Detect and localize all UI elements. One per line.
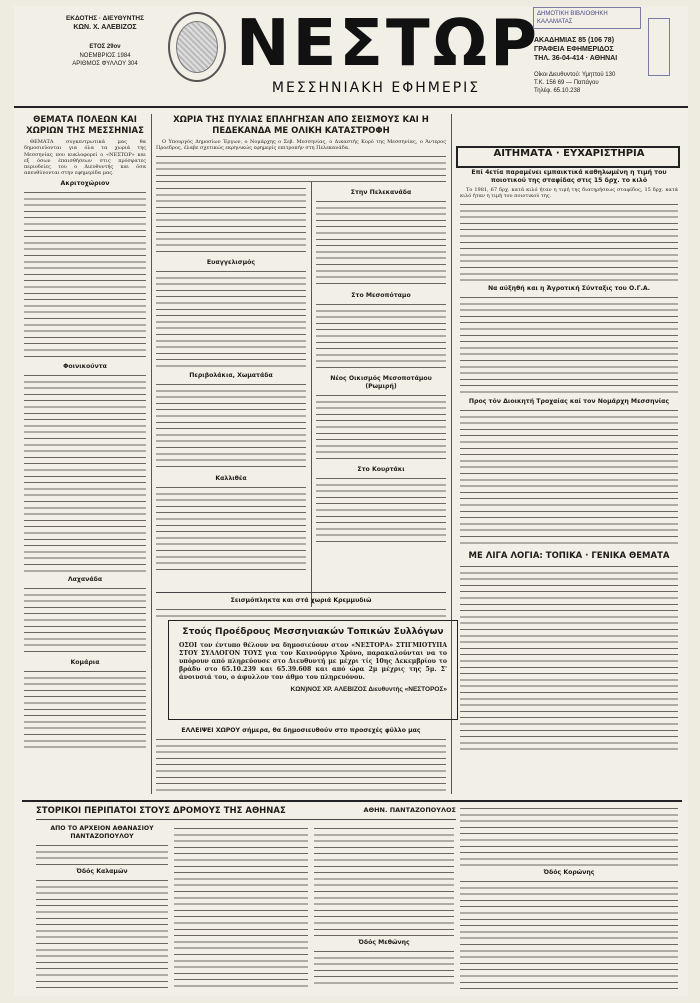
library-stamp: ΔΗΜΟΤΙΚΗ ΒΙΒΛΙΟΘΗΚΗ ΚΑΛΑΜΑΤΑΣ — [533, 7, 641, 29]
section-rule — [22, 800, 682, 802]
director-address-2: Τ.Κ. 156 69 — Παπάγου — [534, 80, 599, 86]
text-block — [316, 199, 446, 289]
office-address: ΑΚΑΔΗΜΙΑΣ 85 (106 78) — [534, 37, 615, 44]
section-heading: Όδός Καλαμών — [76, 868, 128, 875]
section-heading: Ακριτοχώριον — [60, 179, 110, 187]
office-block — [534, 36, 652, 95]
section-heading: ΕΛΛΕΙΨΕΙ ΧΩΡΟΥ σήμερα, θα δημοσιευθούν στο προσεχές φύλλο μας — [181, 727, 421, 734]
column-divider — [151, 114, 152, 794]
bottom-column-4 — [460, 806, 678, 992]
article-body: ΘΕΜΑΤΑ συγκεντρωτικά μας θα δημοσιεύονται για όλα τα χωριά της Μεσσηνίας που κυκλοφορεί ο «ΝΕΣΤΩΡ» και εξ όσων έπαισθήσεων στις πρόσφατες περιοδείες του ο Διευθυντής και όσα απευθύνονται στην εφημερίδα μας. — [24, 139, 146, 177]
section-heading: Κομάρια — [70, 658, 100, 666]
masthead-seal-icon — [168, 12, 226, 82]
section-heading: Νέος Οικισμός Μεσοποτάμου (Ρωμιρή) — [330, 375, 432, 390]
text-block — [36, 878, 168, 988]
newspaper-page — [14, 6, 688, 996]
section-heading: ΑΠΟ ΤΟ ΑΡΧΕΙΟΝ ΑΘΑΝΑΣΙΟΥ ΠΑΝΤΑΖΟΠΟΥΛΟΥ — [50, 825, 154, 840]
section-heading: Φοινικούντα — [63, 362, 107, 370]
article-header-middle — [156, 112, 446, 182]
section-heading: Σεισμόπληκτα και στά χωριά Κρεμμυδιώ — [230, 597, 372, 604]
bottom-article-author: ΑΘΗΝ. ΠΑΝΤΑΖΟΠΟΥΛΟΣ — [363, 806, 456, 814]
article-title: ΘΕΜΑΤΑ ΠΟΛΕΩΝ ΚΑΙ ΧΩΡΙΩΝ ΤΗΣ ΜΕΣΣΗΝΙΑΣ — [26, 115, 144, 136]
text-block — [24, 586, 146, 656]
bottom-article-header — [36, 806, 456, 816]
bottom-column-3 — [314, 826, 454, 992]
section-heading: Στο Κουρτάκι — [357, 466, 405, 473]
bottom-article-title: ΣΤΟΡΙΚΟΙ ΠΕΡΙΠΑΤΟΙ ΣΤΟΥΣ ΔΡΟΜΟΥΣ ΤΗΣ ΑΘΗΝΑΣ — [36, 806, 286, 816]
text-block — [460, 202, 678, 282]
newspaper-subtitle: ΜΕΣΣΗΝΙΑΚΗ ΕΦΗΜΕΡΙΣ — [271, 80, 481, 96]
section-heading: Να αύξηθή και η Άγροτική Σύνταξις του Ο.Γ.Α. — [487, 284, 651, 292]
text-block — [174, 826, 308, 992]
article-title: ΧΩΡΙΑ ΤΗΣ ΠΥΛΙΑΣ ΕΠΛΗΓΗΣΑΝ ΑΠΟ ΣΕΙΣΜΟΥΣ ΚΑΙ Η ΠΕΔΕΚΑΝΔΑ ΜΕ ΟΛΙΚΗ ΚΑΤΑΣΤΡΟΦΗ — [173, 115, 429, 136]
publisher-name: ΚΩΝ. Χ. ΑΛΕΒΙΖΟΣ — [73, 24, 137, 31]
section-heading: Λαχανάδα — [67, 575, 103, 583]
article-title: ΑΙΤΗΜΑΤΑ · ΕΥΧΑΡΙΣΤΗΡΙΑ — [493, 148, 645, 159]
section-heading: Περιβολάκια, Χωματάδα — [189, 372, 273, 379]
text-block — [460, 564, 678, 754]
section-heading: Στο Μεσοπόταμο — [351, 292, 411, 299]
director-phone: Τηλέφ. 65.10.238 — [534, 88, 581, 94]
text-block — [156, 382, 306, 472]
issue-date: ΝΟΕΜΒΡΙΟΣ 1984 — [79, 53, 131, 59]
text-block — [156, 607, 446, 617]
section-rule — [156, 592, 446, 593]
seismic-section — [156, 594, 446, 618]
publisher-block — [50, 14, 160, 68]
text-block — [460, 806, 678, 866]
text-block — [316, 476, 446, 546]
text-block — [314, 949, 454, 989]
section-rule — [36, 819, 456, 820]
section-heading: Καλλιθέα — [215, 475, 247, 482]
text-block — [316, 393, 446, 463]
article-body: Το 1981, 67 δρχ. κατά κιλό ήταν η τιμή της διατηρήσεως σταφίδος, 15 δρχ. κατά κιλό ήταν η τιμή του ποιοτικού της. — [460, 187, 678, 200]
text-block — [24, 373, 146, 573]
text-block — [314, 826, 454, 936]
office-phone: ΤΗΛ. 36-04-414 · ΑΘΗΝΑΙ — [534, 55, 618, 62]
publisher-label: ΕΚΔΟΤΗΣ · ΔΙΕΥΘΥΝΤΗΣ — [65, 15, 145, 22]
announcement-body: ΟΣΟΙ τον έντυπο θέλουν να δημοσιεύουν στον «ΝΕΣΤΟΡΑ» ΣΤΙΓΜΙΟΤΥΠΑ ΣΤΟΥ ΣΥΛΛΟΓΟΝ ΤΟΥΣ για τον Καινούργιο Χρόνο, παρακαλούνται να το υπόρουν από πληρεύουσε στο Διευθυντή με μέχρι τίς 10ης Δεκεμβρίου το βράδυ στο 65.10.239 και 65.39.608 και από ώρα 2μ μέχρις της 5μ. Σ' άνοιυσιά του, ο άφυλλον τον άθμο του πληρευόνου. — [179, 642, 447, 681]
text-block — [24, 669, 146, 749]
article-column-3 — [316, 186, 446, 616]
section-heading: Στην Πελεκανάδα — [350, 189, 412, 196]
text-block — [316, 302, 446, 372]
newspaper-title: ΝΕΣΤΩΡ — [236, 7, 540, 81]
article-body: Ο Υπουργός Δημοσίων Έργων, ο Νομάρχης ο Σεβ. Μεσσηνίας, ο Δικαστής Κορό της Μεσσηνίας, ο Άντερος Προεδρος, έλαβε σχετικώς εκρηνικώς εφημερίς επιτροπήν στη Πελεκανάδα. — [156, 139, 446, 152]
text-block — [156, 186, 306, 256]
director-address-1: Οίκοι Διευθυντού: Υμηττού 130 — [534, 72, 616, 78]
article-column-4 — [460, 112, 678, 798]
announcement-signature: ΚΩΝ)ΝΟΣ ΧΡ. ΑΛΕΒΙΖΟΣ Διευθυντής «ΝΕΣΤΟΡΟΣ» — [290, 686, 447, 693]
article-column-2 — [156, 186, 306, 616]
elleipsi-section — [156, 724, 446, 798]
bottom-column-1 — [36, 822, 168, 992]
section-heading: Ευαγγελισμός — [206, 259, 256, 266]
year-label: ΕΤΟΣ 29ον — [89, 44, 121, 50]
section-heading: Όδός Κορώνης — [543, 869, 595, 876]
text-block — [156, 485, 306, 575]
text-block — [460, 879, 678, 989]
text-block — [156, 737, 446, 793]
text-block — [24, 190, 146, 360]
text-block — [460, 295, 678, 395]
announcement-box — [168, 620, 458, 720]
section-heading: Όδός Μεθώνης — [358, 939, 410, 946]
text-block — [36, 843, 168, 865]
article-column-1 — [24, 112, 146, 798]
section-heading: ΜΕ ΛΙΓΑ ΛΟΓΙΑ: ΤΟΠΙΚΑ · ΓΕΝΙΚΑ ΘΕΜΑΤΑ — [468, 550, 670, 561]
article-lead: Επί 4ετία παραμένει εμπαικτικά καθηλωμένη η τιμή του ποιοτικού της σταφίδας στις 15 δρχ. το κιλό — [471, 169, 667, 184]
text-block — [156, 154, 446, 182]
issue-number: ΑΡΙΘΜΟΣ ΦΥΛΛΟΥ 304 — [72, 61, 138, 67]
text-block — [460, 408, 678, 548]
announcement-title: Στούς Προέδρους Μεσσηνιακών Τοπικών Συλλόγων — [182, 627, 444, 637]
bottom-column-2 — [174, 826, 308, 992]
text-block — [156, 269, 306, 369]
masthead-rule — [14, 106, 688, 108]
column-divider — [311, 182, 312, 612]
office-label: ΓΡΑΦΕΙΑ ΕΦΗΜΕΡΙΔΟΣ — [534, 46, 614, 53]
section-heading: Προς τόν Διοικητή Τροχαίας καί τον Νομάρχη Μεσσηνίας — [468, 397, 670, 405]
masthead — [36, 6, 676, 106]
